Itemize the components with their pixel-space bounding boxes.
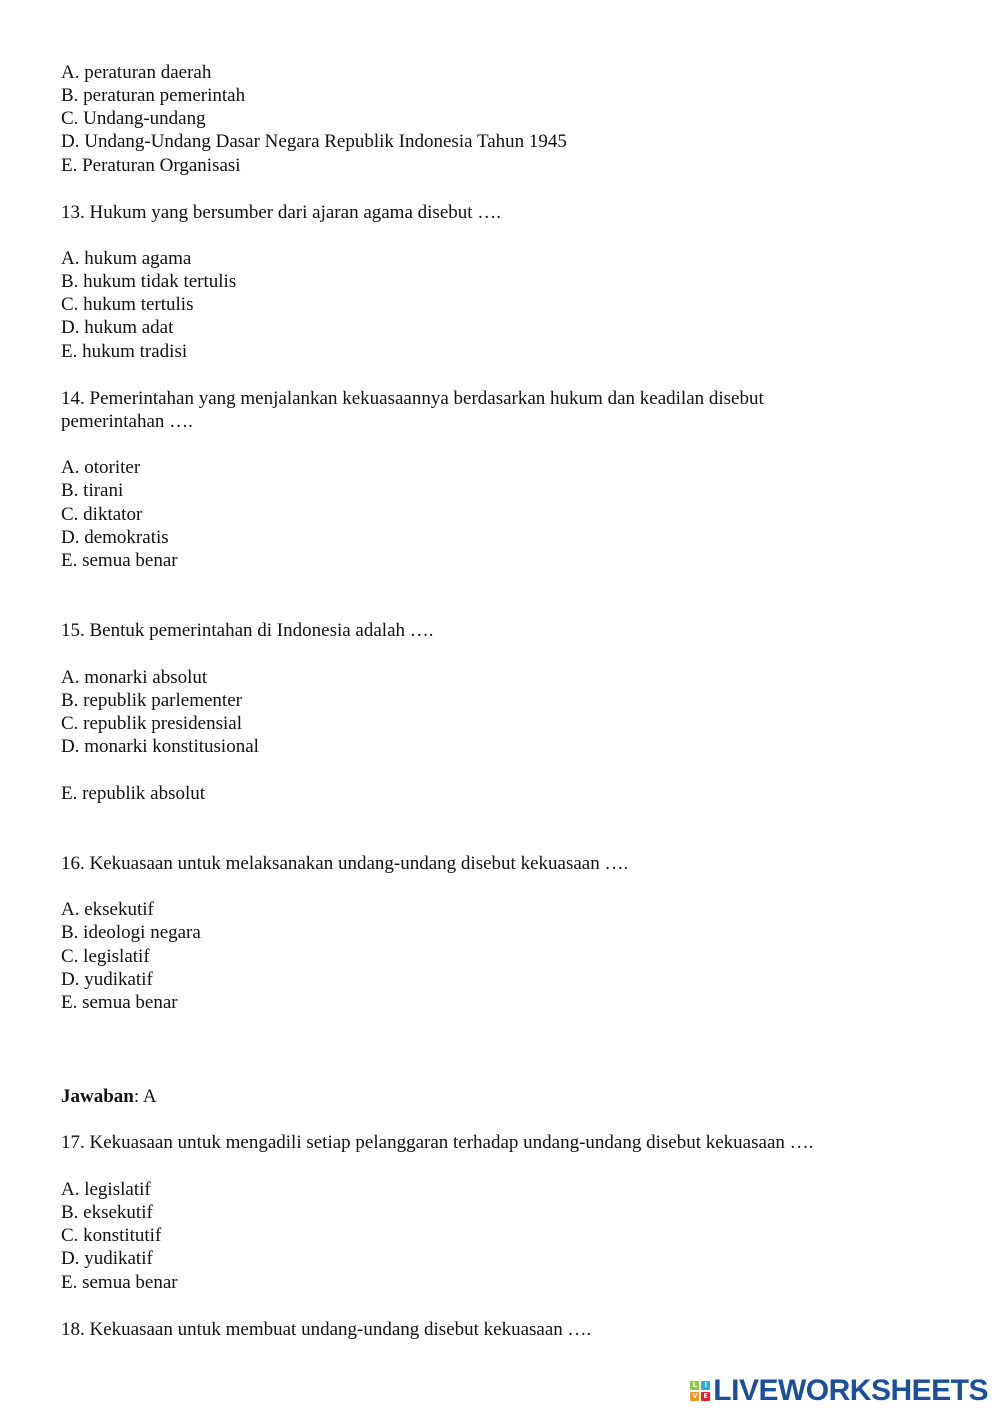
answer-value: : A — [133, 1086, 157, 1107]
option-text: B. ideologi negara — [61, 922, 201, 943]
option-text: E. semua benar — [61, 550, 178, 571]
question-16: 16. Kekuasaan untuk melaksanakan undang-undang disebut kekuasaan …. — [61, 853, 629, 874]
question-17: 17. Kekuasaan untuk mengadili setiap pelanggaran terhadap undang-undang disebut kekuasaan …. — [61, 1132, 814, 1153]
logo-tile: L — [690, 1381, 699, 1390]
option-text: A. legislatif — [61, 1179, 151, 1200]
option-text: A. hukum agama — [61, 248, 192, 269]
liveworksheets-logo — [690, 1376, 988, 1406]
option-text: B. hukum tidak tertulis — [61, 271, 237, 292]
liveworksheets-wordmark: LIVEWORKSHEETS — [713, 1374, 988, 1407]
logo-tile: E — [701, 1392, 710, 1401]
option-text: A. monarki absolut — [61, 667, 208, 688]
option-text: D. monarki konstitusional — [61, 736, 259, 757]
option-text: E. semua benar — [61, 992, 178, 1013]
option-text: A. otoriter — [61, 457, 141, 478]
option-text: A. eksekutif — [61, 899, 154, 920]
option-text: C. legislatif — [61, 946, 150, 967]
option-text: D. demokratis — [61, 527, 169, 548]
option-text: D. hukum adat — [61, 317, 174, 338]
question-18: 18. Kekuasaan untuk membuat undang-undang disebut kekuasaan …. — [61, 1319, 592, 1340]
logo-tile: V — [692, 1392, 698, 1400]
option-text: B. republik parlementer — [61, 690, 242, 711]
option-text: E. Peraturan Organisasi — [61, 155, 241, 176]
question-13: 13. Hukum yang bersumber dari ajaran agama disebut …. — [61, 202, 502, 223]
option-text: B. eksekutif — [61, 1202, 153, 1223]
option-text: A. peraturan daerah — [61, 62, 212, 83]
question-14-cont: pemerintahan …. — [61, 411, 193, 432]
option-text: B. peraturan pemerintah — [61, 85, 246, 106]
option-text: B. tirani — [61, 480, 124, 501]
option-text: C. Undang-undang — [61, 108, 206, 129]
option-text: E. hukum tradisi — [61, 341, 188, 362]
question-14: 14. Pemerintahan yang menjalankan kekuasaannya berdasarkan hukum dan keadilan disebut — [61, 388, 764, 409]
option-text: D. Undang-Undang Dasar Negara Republik Indonesia Tahun 1945 — [61, 131, 567, 152]
answer-line — [61, 1085, 157, 1108]
option-text: C. hukum tertulis — [61, 294, 194, 315]
logo-tile: I — [701, 1381, 710, 1390]
option-text: E. republik absolut — [61, 783, 206, 804]
option-text: D. yudikatif — [61, 969, 153, 990]
option-text: D. yudikatif — [61, 1248, 153, 1269]
question-15: 15. Bentuk pemerintahan di Indonesia adalah …. — [61, 620, 434, 641]
liveworksheets-icon — [690, 1381, 710, 1401]
option-text: C. diktator — [61, 504, 143, 525]
option-text: C. konstitutif — [61, 1225, 162, 1246]
option-text: C. republik presidensial — [61, 713, 242, 734]
option-text: E. semua benar — [61, 1272, 178, 1293]
answer-label: Jawaban — [61, 1086, 134, 1107]
